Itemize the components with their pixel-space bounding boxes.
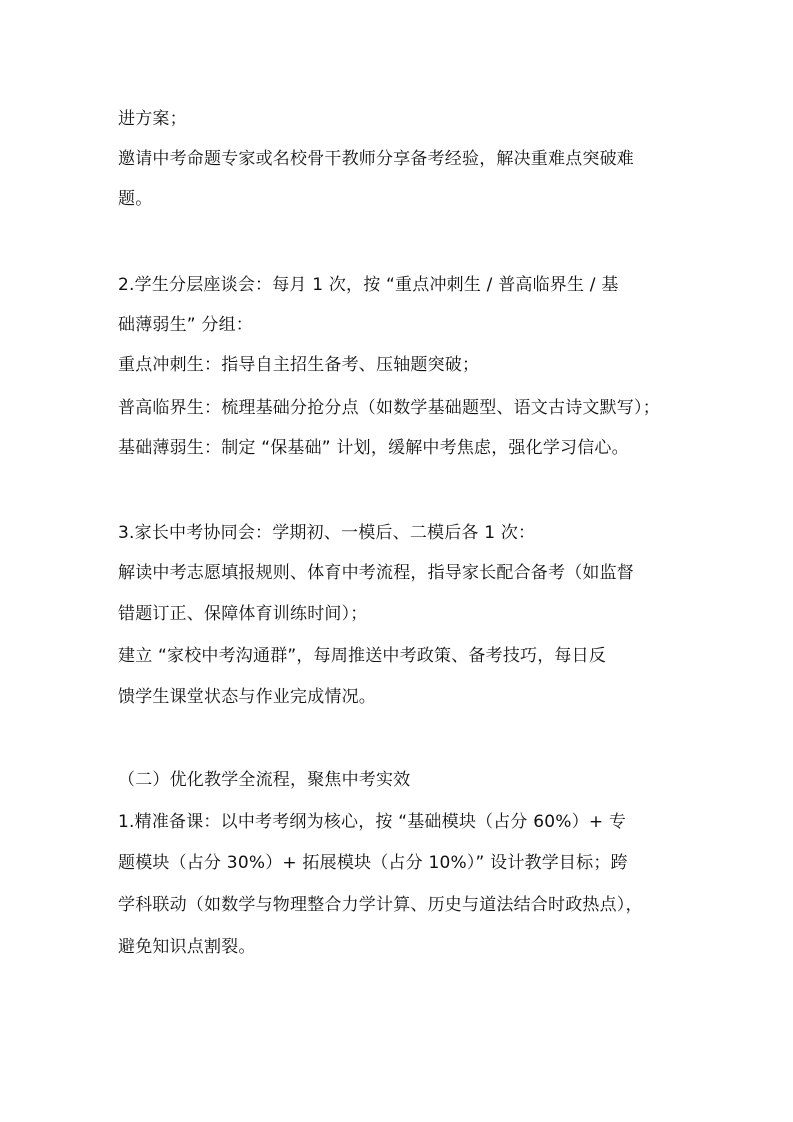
text-line: 学科联动（如数学与物理整合力学计算、历史与道法结合时政热点）， — [118, 895, 643, 915]
text-line: 重点冲刺生：指导自主招生备考、压轴题突破； — [118, 355, 480, 375]
text-line: 题。 — [118, 189, 153, 209]
section-heading: （二）优化教学全流程，聚焦中考实效 — [118, 770, 411, 790]
text-line: 普高临界生：梳理基础分抢分点（如数学基础题型、语文古诗文默写）； — [118, 398, 660, 418]
text-line: 错题订正、保障体育训练时间）； — [118, 604, 368, 624]
text-line: 基础薄弱生：制定 “保基础” 计划，缓解中考焦虑，强化学习信心。 — [118, 438, 629, 458]
text-line: 避免知识点割裂。 — [118, 937, 256, 957]
text-line: 建立 “家校中考沟通群”，每周推送中考政策、备考技巧，每日反 — [118, 646, 607, 666]
text-line: 进方案； — [118, 109, 187, 129]
text-line: 解读中考志愿填报规则、体育中考流程，指导家长配合备考（如监督 — [118, 563, 634, 583]
text-line: 础薄弱生” 分组： — [118, 315, 254, 335]
text-line: 馈学生课堂状态与作业完成情况。 — [118, 687, 376, 707]
text-line: 1.精准备课：以中考考纲为核心，按 “基础模块（占分 60%）+ 专 — [118, 812, 627, 832]
text-line: 3.家长中考协同会：学期初、一模后、二模后各 1 次： — [118, 523, 536, 543]
text-line: 2.学生分层座谈会：每月 1 次，按 “重点冲刺生 / 普高临界生 / 基 — [118, 275, 619, 295]
text-line: 邀请中考命题专家或名校骨干教师分享备考经验，解决重难点突破难 — [118, 149, 634, 169]
text-line: 题模块（占分 30%）+ 拓展模块（占分 10%）” 设计教学目标；跨 — [118, 853, 628, 873]
